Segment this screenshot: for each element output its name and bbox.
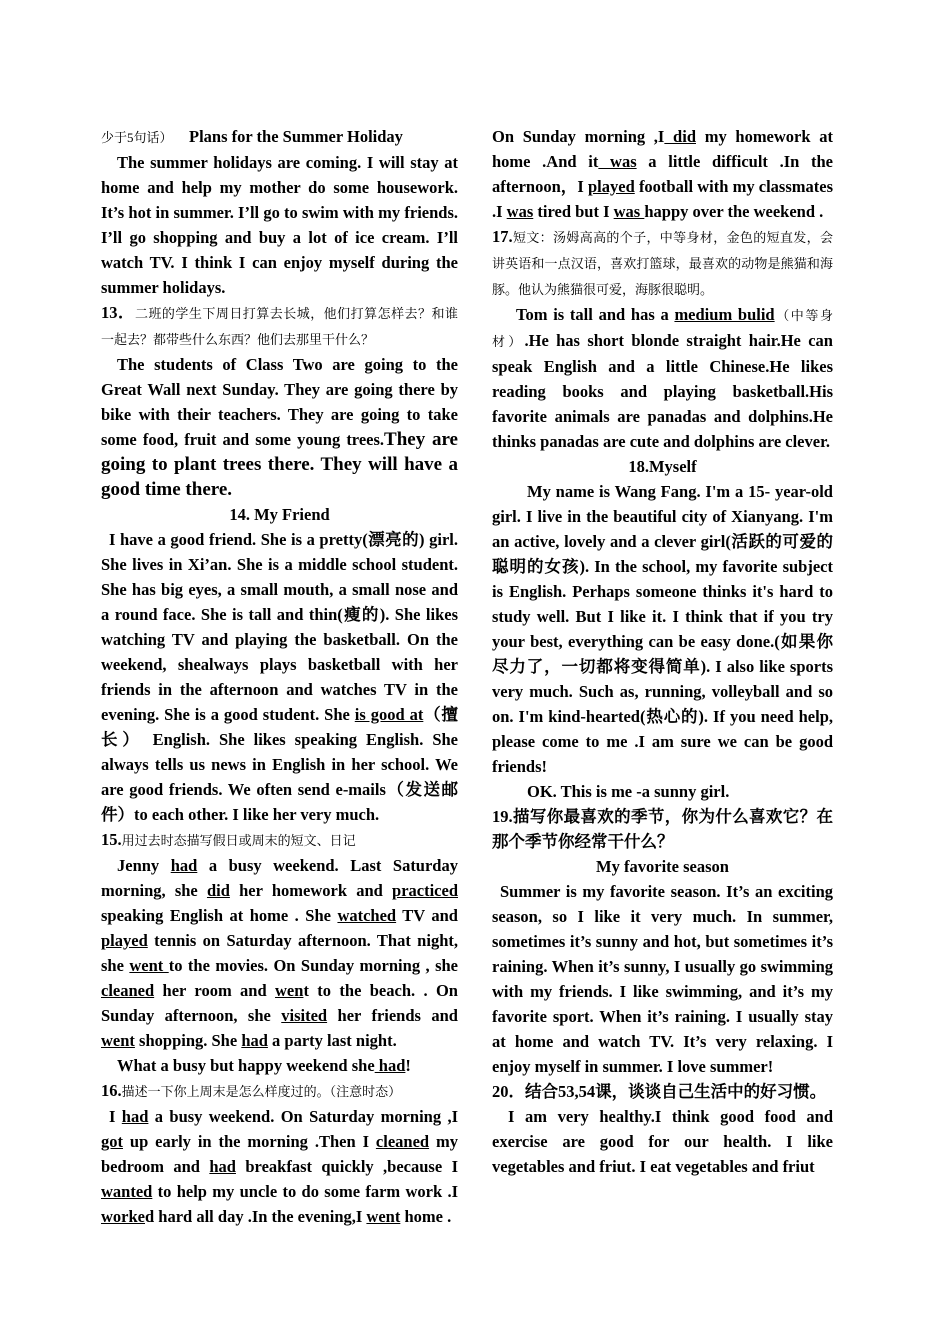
q16-cont-underlined-verb: was: [506, 202, 534, 221]
q17-number: 17.: [492, 227, 513, 246]
q14-underlined: is good at: [354, 705, 424, 724]
q15-closing-a: What a busy but happy weekend she: [117, 1056, 375, 1075]
q15-text: her room and: [154, 981, 276, 1000]
q15-closing: [101, 1053, 458, 1078]
q13-prompt: [101, 300, 458, 352]
q16-cont-text: football with my classmates .I: [492, 177, 833, 221]
q16-cont-text: tired but I: [533, 202, 614, 221]
q17-body-a: Tom is tall and has a: [516, 305, 675, 324]
q15-text: her homework and: [229, 881, 393, 900]
q15-text: TV and: [396, 906, 458, 925]
q16-text: breakfast quickly ,because I: [235, 1157, 458, 1176]
q15-underlined-verb: had: [170, 856, 198, 875]
q16-underlined-verb: got: [101, 1132, 123, 1151]
q15-underlined-verb: had: [241, 1031, 268, 1050]
q20-body: I am very healthy.I think good food and exercise are good for our health. I like vegetables and friut. I eat vegetables and friut: [492, 1107, 833, 1176]
q16-underlined-verb: worke: [101, 1207, 145, 1226]
q16-cont-text: my homework at home .And it: [492, 127, 833, 171]
q12-title: Plans for the Summer Holiday: [189, 127, 403, 146]
right-column: [492, 124, 833, 1179]
q13-body-a: The students of Class Two are going to the Great Wall next Sunday. They are going there by bike with their teachers. They are going to take some food, fruit and some young trees.: [101, 355, 458, 449]
q19-heading: 19.描写你最喜欢的季节，你为什么喜欢它？在那个季节你经常干什么？: [492, 807, 833, 851]
q16-number: 16.: [101, 1081, 122, 1100]
q17-note: （中等身材）: [492, 308, 833, 349]
q15-underlined-verb: watched: [337, 906, 397, 925]
q15-text: to the movies. On Sunday morning , she: [168, 956, 458, 975]
q15-text: tennis on Saturday afternoon. That night, she: [101, 931, 458, 975]
q16-text: up early in the morning .Then I: [123, 1132, 376, 1151]
q16-underlined-verb: had: [209, 1157, 236, 1176]
q16-text: to help my uncle to do some farm work .I: [152, 1182, 458, 1201]
q16-text: I: [109, 1107, 122, 1126]
q14-body-b: （擅长） English. She likes speaking English. She always tells us news in English in her school. We are good friends. We often send e-mails（发送邮件）to each other. I like her very much.: [101, 705, 458, 824]
q17-body-b: .He has short blonde straight hair.He can speak English and a little Chinese.He likes reading books and playing basketball.His favorite animals are panadas and dolphins.He thinks panadas are cute and dolphins are clever.: [492, 331, 833, 451]
q16-underlined-verb: went: [366, 1207, 401, 1226]
q15-body: [101, 853, 458, 1053]
q16-underlined-verb: cleaned: [375, 1132, 430, 1151]
q15-closing-underlined: had: [374, 1056, 406, 1075]
q15-underlined-verb: went: [129, 956, 169, 975]
q18-title: 18.Myself: [628, 457, 697, 476]
q16-cont-text: a little difficult .In the afternoon，I: [492, 152, 833, 196]
q18-closing: OK. This is me -a sunny girl.: [527, 782, 730, 801]
q16-text: my bedroom and: [101, 1132, 458, 1176]
q17-prompt: [492, 224, 833, 302]
q15-text: t to the beach. . On Sunday afternoon, she: [101, 981, 458, 1025]
q15-text: speaking English at home . She: [101, 906, 338, 925]
q18-body: My name is Wang Fang. I'm a 15- year-old girl. I live in the beautiful city of Xianyang. I'm an active, lovely and a clever girl(活跃的可爱的聪明的女孩). In the school, my favorite subject is English. Perhaps someone thinks it's hard to study well. But I like it. I think that if you try your best, everything can be easy done.(如果你尽力了，一切都将变得简单). I also like sports very much. Such as, running, volleyball and so on. I'm kind-hearted(热心的). If you need help, please come to me .I am sure we can be good friends!: [492, 482, 833, 776]
q17-prompt-text: 短文：汤姆高高的个子，中等身材，金色的短直发，会讲英语和一点汉语，喜欢打篮球，最喜欢的动物是熊猫和海豚。他认为熊猫很可爱，海豚很聪明。: [492, 230, 833, 297]
q16-cont-underlined-verb: played: [587, 177, 635, 196]
left-column: [101, 124, 458, 1229]
q16-underlined-verb: had: [121, 1107, 149, 1126]
q13-number: 13．: [101, 303, 135, 322]
q16-cont-underlined-verb: was: [613, 202, 645, 221]
q15-prompt-text: 用过去时态描写假日或周末的短文、日记: [121, 833, 356, 848]
q16-continued: [492, 124, 833, 224]
q17-body: [492, 302, 833, 454]
q15-underlined-verb: cleaned: [101, 981, 155, 1000]
q15-text: her friends and: [327, 1006, 458, 1025]
q15-number: 15.: [101, 830, 122, 849]
q15-underlined-verb: went: [101, 1031, 135, 1050]
q15-prompt: [101, 827, 458, 853]
q12-title-line: [101, 124, 458, 150]
q13-body: [101, 352, 458, 502]
q15-closing-b: !: [405, 1056, 411, 1075]
q15-underlined-verb: visited: [281, 1006, 328, 1025]
q15-underlined-verb: wen: [275, 981, 304, 1000]
q16-text: d hard all day .In the evening,I: [145, 1207, 367, 1226]
q16-cont-underlined-verb: was: [598, 152, 637, 171]
q14-body-a: I have a good friend. She is a pretty(漂亮的) girl. She lives in Xi’an. She is a middle school student. She has big eyes, a small mouth, a small nose and a round face. She is tall and thin(瘦的). She likes watching TV and playing the basketball. On the weekend, shealways plays basketball with her friends in the afternoon and watches TV in the evening. She is a good student. She: [101, 530, 458, 724]
q14-body: [101, 527, 458, 827]
q15-text: a busy weekend. Last Saturday morning, she: [101, 856, 458, 900]
q20-heading: 20．结合53,54课，谈谈自己生活中的好习惯。: [492, 1082, 827, 1101]
q16-cont-underlined-verb: did: [664, 127, 696, 146]
q17-underlined: medium bulid: [674, 305, 775, 324]
q19-title: My favorite season: [596, 857, 729, 876]
q15-underlined-verb: did: [206, 881, 230, 900]
q16-text: a busy weekend. On Saturday morning ,I: [148, 1107, 458, 1126]
q16-cont-text: On Sunday morning ,I: [492, 127, 665, 146]
q16-text: home .: [400, 1207, 452, 1226]
q16-prompt-text: 描述一下你上周末是怎么样度过的。（注意时态）: [121, 1084, 402, 1099]
q16-prompt: [101, 1078, 458, 1104]
q13-prompt-text: 二班的学生下周日打算去长城，他们打算怎样去？和谁一起去？都带些什么东西？他们去那里干什么？: [101, 306, 458, 347]
q16-body: [101, 1104, 458, 1229]
q16-underlined-verb: wanted: [101, 1182, 153, 1201]
q16-cont-text: happy over the weekend .: [644, 202, 824, 221]
q15-text: Jenny: [117, 856, 171, 875]
q15-underlined-verb: played: [101, 931, 148, 950]
q15-underlined-verb: practiced: [392, 881, 458, 900]
q12-body: The summer holidays are coming. I will stay at home and help my mother do some housework. It’s hot in summer. I’ll go to swim with my friends. I’ll go shopping and buy a lot of ice cream. I’ll watch TV. I think I can enjoy myself during the summer holidays.: [101, 153, 458, 297]
q19-body: Summer is my favorite season. It’s an exciting season, so I like it very much. In summer, sometimes it’s sunny and hot, but sometimes it’s raining. When it’s sunny, I usually go swimming with my friends. I like swimming, and it’s my favorite sport. When it’s raining. I usually stay at home and watch TV. It’s very relaxing. I enjoy myself in summer. I love summer!: [492, 882, 833, 1076]
q14-title: 14. My Friend: [229, 505, 330, 524]
q13-body-b: They are going to plant trees there. They will have a good time there.: [101, 429, 458, 500]
q12-prompt-tail: 少于5句话）: [101, 130, 173, 145]
q15-text: a party last night.: [267, 1031, 397, 1050]
q15-text: shopping. She: [134, 1031, 242, 1050]
